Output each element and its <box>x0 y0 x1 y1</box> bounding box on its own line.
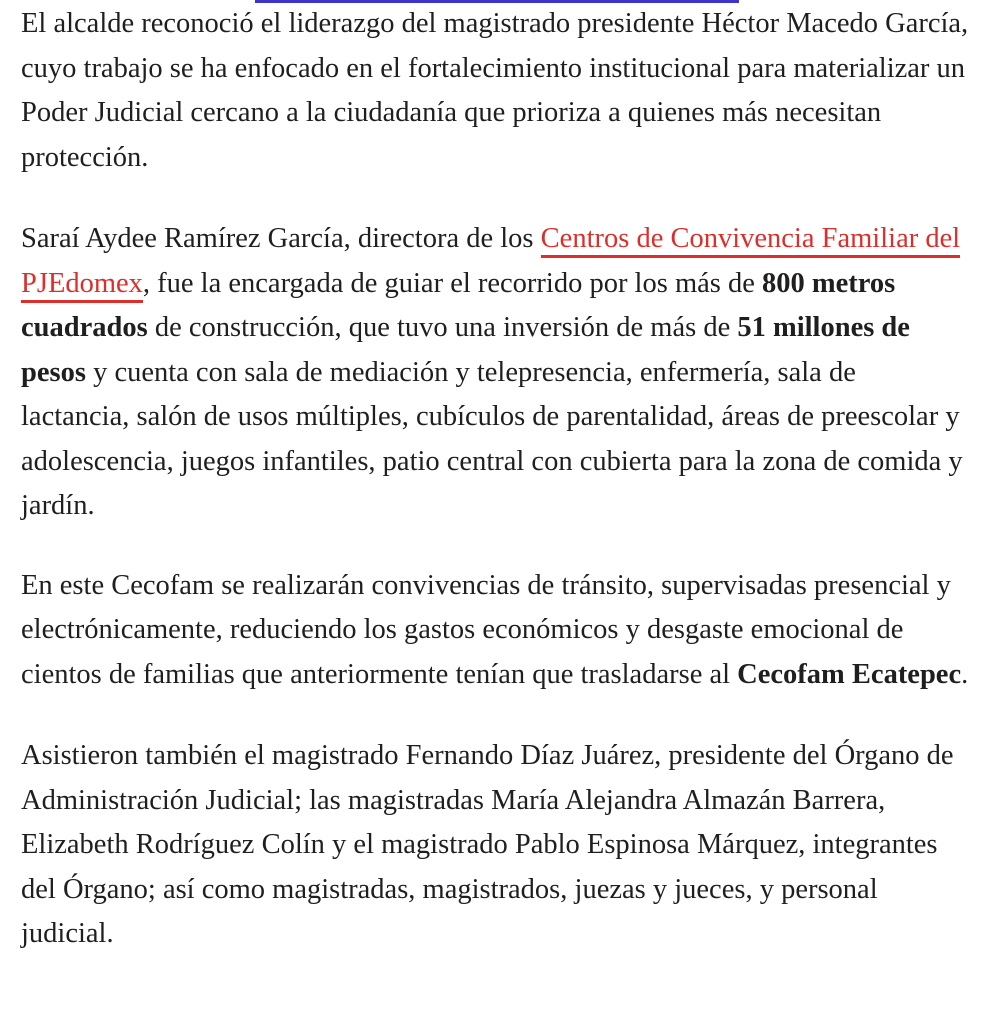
bold-area: 800 metros cuadrados <box>21 267 896 343</box>
bold-investment: 51 millones de pesos <box>21 312 910 388</box>
paragraph-recorrido <box>21 217 971 529</box>
paragraph-asistentes: Asistieron también el magistrado Fernando Díaz Juárez, presidente del Órgano de Administración Judicial; las magistradas María Alejandra Almazán Barrera, Elizabeth Rodríguez Colín y el magistrado Pablo Espinosa Márquez, integrantes del Órgano; así como magistradas, magistrados, juezas y jueces, y personal judicial. <box>21 740 954 949</box>
paragraph-text: , fue la encargada de guiar el recorrido por los más de <box>142 267 763 299</box>
paragraph-text: de construcción, que tuvo una inversión de más de <box>147 312 738 343</box>
link-text-line1[interactable]: Centros de Convivencia <box>540 223 815 254</box>
bold-cecofam-ecatepec: Cecofam Ecatepec <box>737 658 962 690</box>
paragraph-text: . <box>961 658 969 690</box>
paragraph-cecofam <box>21 564 971 698</box>
paragraph-text: y cuenta con sala de mediación y telepresencia, enfermería, sala de lactancia, salón de usos múltiples, cubículos de parentalidad, áreas de preescolar y adolescencia, juegos infantiles, patio central con cubierta para la zona de comida y jardín. <box>21 356 963 521</box>
paragraph-text: En este Cecofam se realizarán convivencias de tránsito, supervisadas presencial y electrónicamente, reduciendo los gastos económicos y desgaste emocional de cientos de familias que anteriormente tenían que trasladarse al <box>21 569 951 690</box>
article-body <box>21 2 971 992</box>
paragraph-text: Saraí Aydee Ramírez García, directora de los <box>21 223 541 254</box>
link-text-line2[interactable]: Familiar del PJEdomex <box>21 223 961 299</box>
paragraph-alcalde: El alcalde reconoció el liderazgo del magistrado presidente Héctor Macedo García, cuyo trabajo se ha enfocado en el fortalecimiento institucional para materializar un Poder Judicial cercano a la ciudadanía que prioriza a quienes más necesitan protección. <box>21 8 969 173</box>
